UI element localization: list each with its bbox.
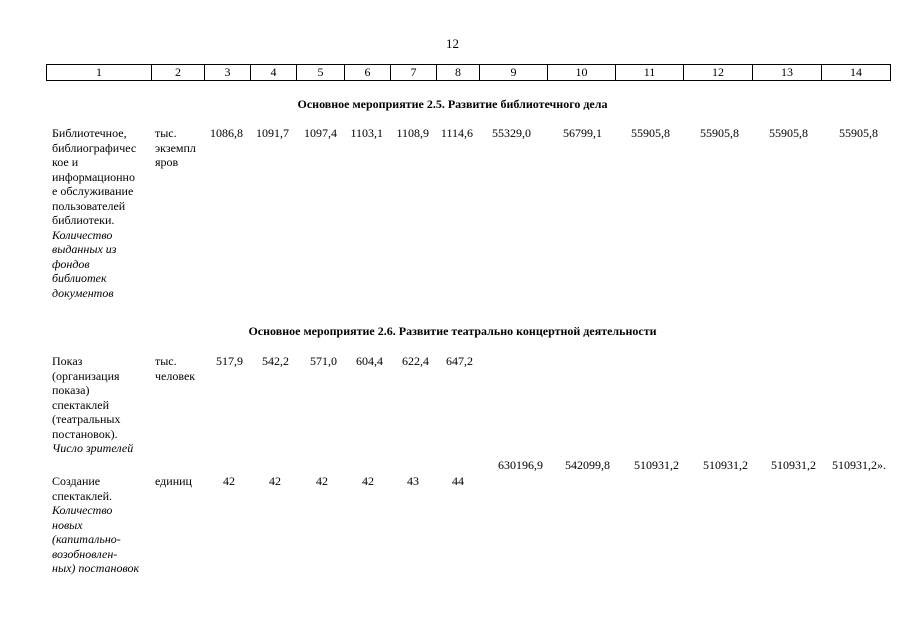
row-indicator-line: документов	[52, 285, 114, 300]
value-productions-col-8: 44	[452, 474, 464, 488]
row-unit-library	[155, 126, 205, 170]
row-indicator-line: фондов	[52, 256, 90, 271]
header-col-5: 5	[296, 64, 344, 81]
row-name-line: спектаклей	[52, 397, 110, 412]
value-library-col-4: 1091,7	[256, 126, 289, 140]
value-performances-col-6: 604,4	[356, 354, 383, 368]
header-col-11: 11	[615, 64, 683, 81]
value-productions-col-5: 42	[316, 474, 328, 488]
value-performances-col-4: 542,2	[262, 354, 289, 368]
row-name-line: Библиотечное,	[52, 126, 127, 140]
value-performances-col-8: 647,2	[446, 354, 473, 368]
value-library-col-12: 55905,8	[700, 126, 739, 140]
value-productions-col-6: 42	[362, 474, 374, 488]
header-col-6: 6	[344, 64, 390, 81]
value-library-col-8: 1114,6	[440, 126, 473, 140]
unit-line: единиц	[155, 474, 192, 488]
row-name-line: Показ	[52, 354, 83, 368]
value-performances-col-3: 517,9	[216, 354, 243, 368]
value-library-col-14: 55905,8	[839, 126, 878, 140]
row-name-line: постановок).	[52, 426, 118, 441]
unit-line: яров	[155, 155, 179, 169]
header-col-12: 12	[683, 64, 752, 81]
value-library-col-11: 55905,8	[631, 126, 670, 140]
value-library-col-10: 56799,1	[563, 126, 602, 140]
row-indicator-line: Число зрителей	[52, 441, 134, 455]
section-title-library: Основное мероприятие 2.5. Развитие библиотечного дела	[297, 97, 608, 111]
row-name-line: е обслуживание	[52, 184, 134, 198]
row-name-line: библиографичес	[52, 140, 137, 155]
header-col-4: 4	[250, 64, 296, 81]
row-name-line: показа)	[52, 383, 90, 397]
row-name-line: библиотеки.	[52, 213, 115, 227]
row-name-productions	[52, 474, 152, 576]
header-col-2: 2	[151, 64, 204, 81]
value-productions-col-7: 43	[407, 474, 419, 488]
row-name-performances	[52, 354, 152, 456]
row-indicator-line: (капитально-	[52, 532, 121, 546]
unit-line: человек	[155, 368, 196, 383]
row-indicator-line: Количество	[52, 227, 113, 242]
value-library-col-13: 55905,8	[769, 126, 808, 140]
row-indicator-line: Количество	[52, 503, 113, 517]
header-col-1: 1	[46, 64, 151, 81]
header-col-8: 8	[436, 64, 479, 81]
value-performances-col-5: 571,0	[310, 354, 337, 368]
row-unit-productions	[155, 474, 205, 489]
value-productions-col-3: 42	[223, 474, 235, 488]
unit-line: экземпл	[155, 140, 196, 155]
page-number: 12	[446, 36, 459, 51]
header-col-10: 10	[547, 64, 615, 81]
row-name-line: спектаклей.	[52, 488, 113, 503]
row-name-library-services	[52, 126, 152, 300]
unit-line: тыс.	[155, 126, 177, 140]
row-indicator-line: новых	[52, 517, 83, 532]
row-unit-performances	[155, 354, 205, 383]
row-name-line: Создание	[52, 474, 101, 488]
value-shared-col-10: 542099,8	[565, 458, 610, 472]
row-name-line: пользователей	[52, 198, 126, 213]
value-shared-col-14: 510931,2».	[832, 458, 886, 472]
section-title-theatre: Основное мероприятие 2.6. Развитие театрально концертной деятельности	[248, 324, 657, 338]
row-name-line: (театральных	[52, 412, 121, 426]
row-name-line: информационно	[52, 169, 135, 184]
header-col-14: 14	[821, 64, 891, 81]
value-shared-col-12: 510931,2	[703, 458, 748, 472]
row-indicator-line: возобновлен-	[52, 546, 118, 561]
row-indicator-line: выданных из	[52, 242, 117, 256]
value-library-col-6: 1103,1	[350, 126, 383, 140]
row-indicator-line: библиотек	[52, 271, 107, 285]
row-name-line: (организация	[52, 368, 120, 383]
value-performances-col-7: 622,4	[402, 354, 429, 368]
header-col-9: 9	[479, 64, 547, 81]
value-library-col-3: 1086,8	[210, 126, 243, 140]
header-col-13: 13	[752, 64, 821, 81]
value-library-col-5: 1097,4	[304, 126, 337, 140]
row-name-line: кое и	[52, 155, 79, 169]
unit-line: тыс.	[155, 354, 177, 368]
value-library-col-7: 1108,9	[396, 126, 429, 140]
value-productions-col-4: 42	[269, 474, 281, 488]
value-library-col-9: 55329,0	[492, 126, 531, 140]
value-shared-col-11: 510931,2	[634, 458, 679, 472]
value-shared-col-13: 510931,2	[771, 458, 816, 472]
value-shared-col-9: 630196,9	[498, 458, 543, 472]
header-col-3: 3	[204, 64, 250, 81]
row-indicator-line: ных) постановок	[52, 561, 140, 575]
header-col-7: 7	[390, 64, 436, 81]
